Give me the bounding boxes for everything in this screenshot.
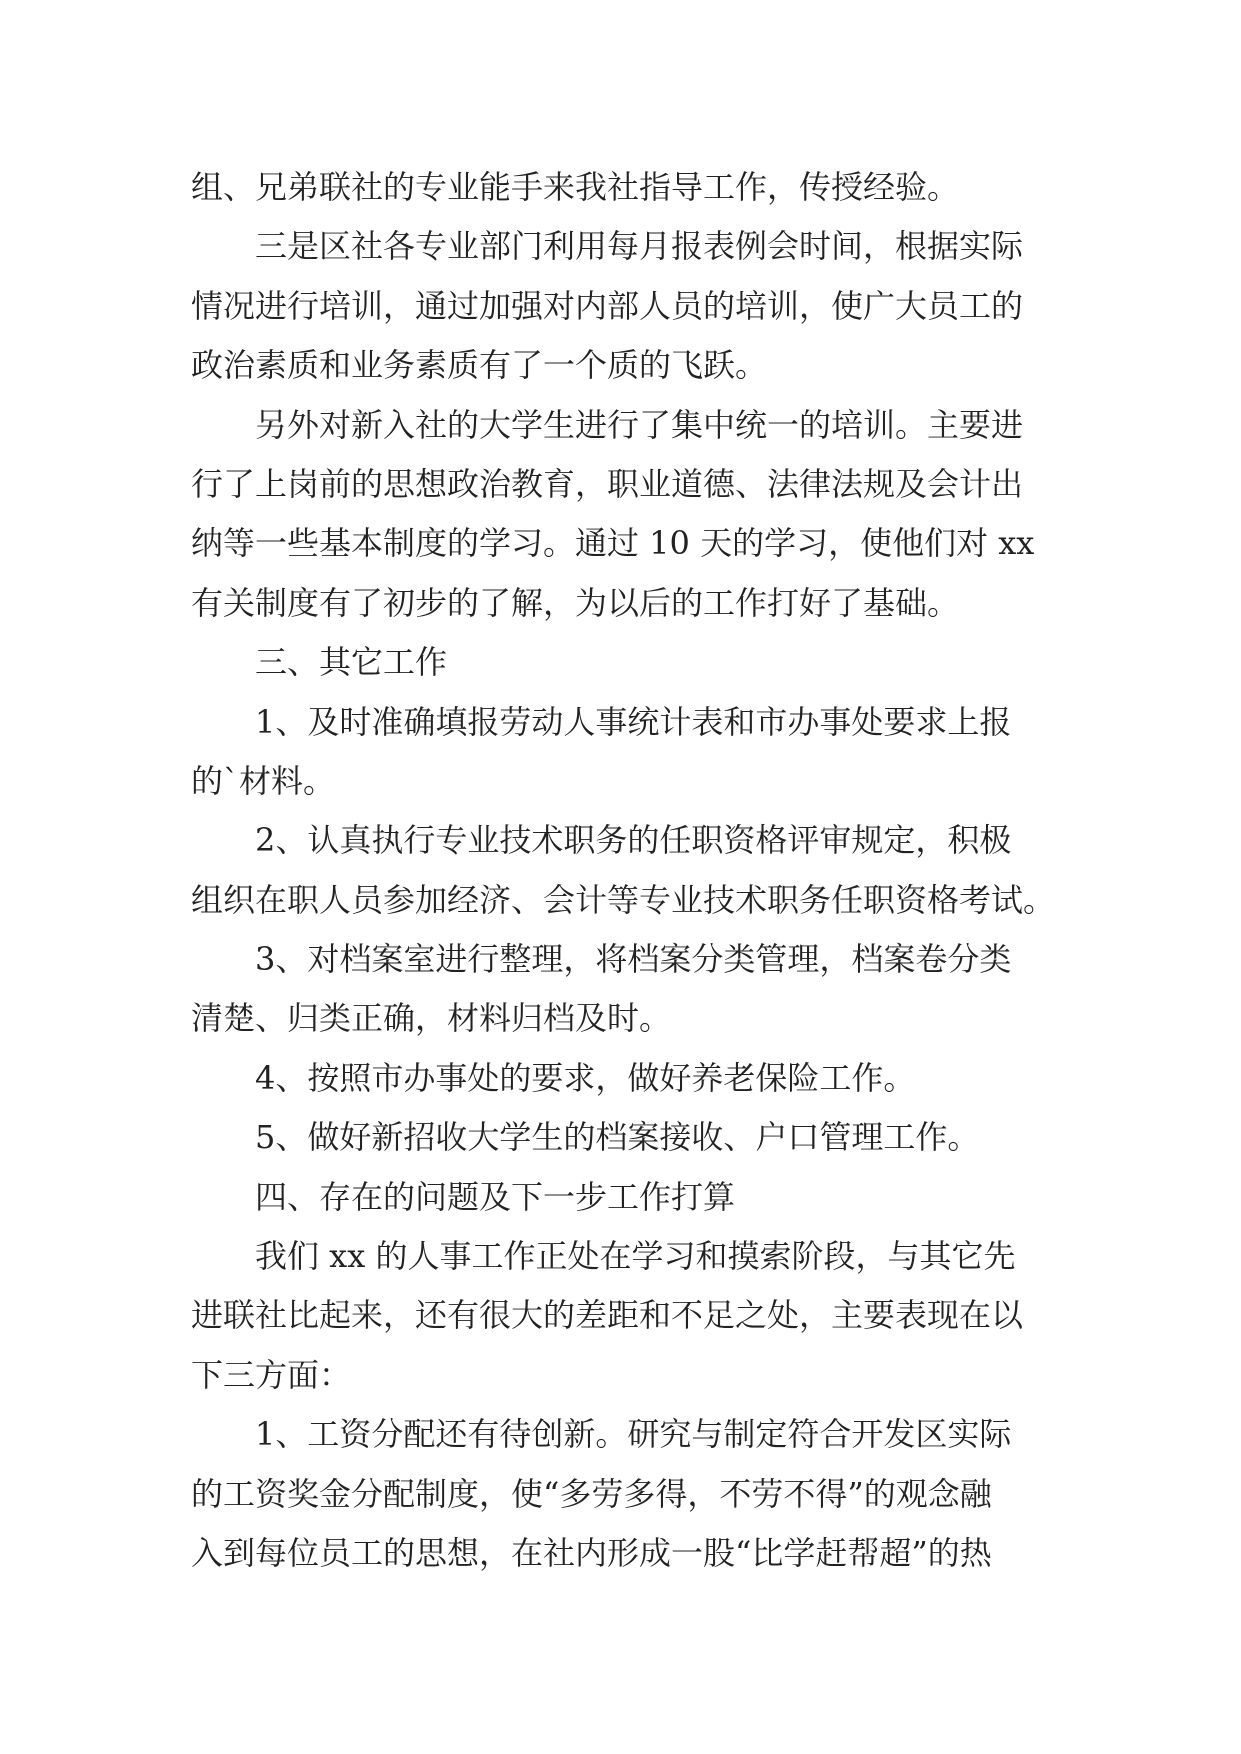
text-line: 下三方面： — [191, 1355, 352, 1394]
text-line: 政治素质和业务素质有了一个质的飞跃。 — [191, 346, 768, 385]
text-line: 组织在职人员参加经济、会计等专业技术职务任职资格考试。 — [191, 880, 1056, 919]
text-line: 另外对新入社的大学生进行了集中统一的培训。主要进 — [255, 405, 1024, 444]
text-line: 情况进行培训，通过加强对内部人员的培训，使广大员工的 — [191, 286, 1024, 325]
text-line: 三是区社各专业部门利用每月报表例会时间，根据实际 — [255, 227, 1024, 266]
text-line: 三、其它工作 — [255, 643, 448, 682]
document-body — [191, 158, 1061, 1583]
text-line: 的工资奖金分配制度，使“多劳多得，不劳不得”的观念融 — [191, 1474, 992, 1513]
text-line: 行了上岗前的思想政治教育，职业道德、法律法规及会计出 — [191, 464, 1024, 503]
text-line: 我们 xx 的人事工作正处在学习和摸索阶段，与其它先 — [255, 1237, 1016, 1276]
text-line: 进联社比起来，还有很大的差距和不足之处，主要表现在以 — [191, 1296, 1024, 1335]
text-line: 3、对档案室进行整理，将档案分类管理，档案卷分类 — [255, 940, 1012, 979]
text-line: 1、工资分配还有待创新。研究与制定符合开发区实际 — [255, 1415, 1012, 1454]
text-line: 4、按照市办事处的要求，做好养老保险工作。 — [255, 1058, 916, 1097]
text-line: 纳等一些基本制度的学习。通过 10 天的学习，使他们对 xx — [191, 524, 1035, 563]
text-line: 有关制度有了初步的了解，为以后的工作打好了基础。 — [191, 583, 960, 622]
text-line: 1、及时准确填报劳动人事统计表和市办事处要求上报 — [255, 702, 1012, 741]
text-line: 入到每位员工的思想，在社内形成一股“比学赶帮超”的热 — [191, 1533, 992, 1572]
text-line: 清楚、归类正确，材料归档及时。 — [191, 999, 672, 1038]
text-line: 组、兄弟联社的专业能手来我社指导工作，传授经验。 — [191, 168, 960, 206]
text-line: 5、做好新招收大学生的档案接收、户口管理工作。 — [255, 1118, 980, 1157]
text-line: 2、认真执行专业技术职务的任职资格评审规定，积极 — [255, 821, 1012, 860]
text-line: 四、存在的问题及下一步工作打算 — [255, 1177, 736, 1216]
text-line: 的`材料。 — [191, 761, 336, 800]
